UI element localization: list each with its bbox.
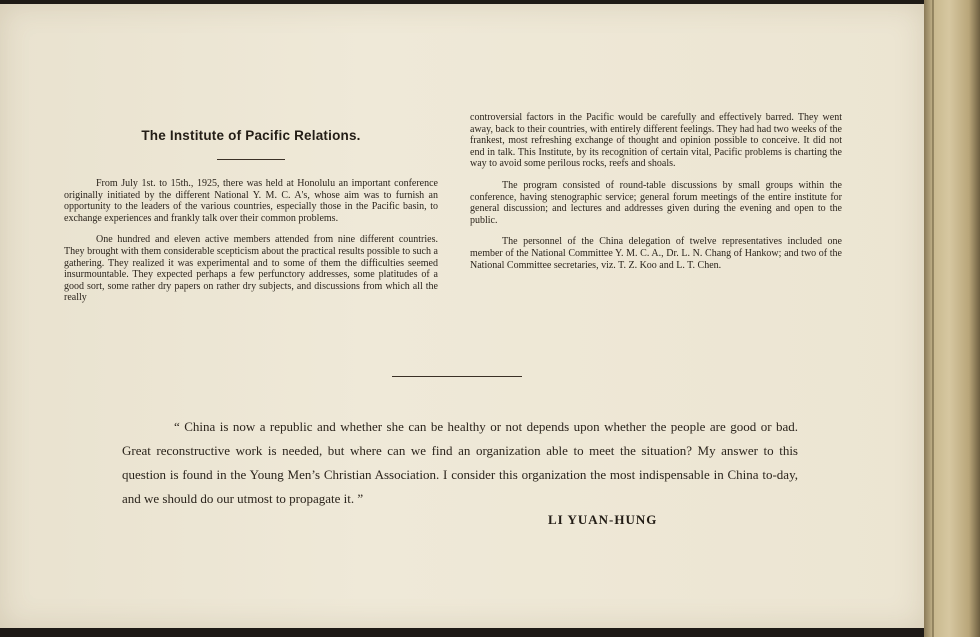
section-divider bbox=[392, 376, 522, 377]
article-paragraph: One hundred and eleven active members attended from nine different countries. They brought with them considerable scepticism about the practical results possible to such a gathering. They realized it was experimental and to some of them the difficulties seemed insurmountable. They expected perhaps a few perfunctory addresses, some platitudes of a good sort, some rather dry papers on rather dry subjects, and discussions from which all the really bbox=[64, 234, 438, 304]
article-right-column bbox=[470, 112, 842, 281]
article-title: The Institute of Pacific Relations. bbox=[141, 128, 361, 143]
quotation-text: “ China is now a republic and whether she can be healthy or not depends upon whether the people are good or bad. Great reconstructive work is needed, but where can we find an organization able to meet the situation? My answer to this question is found in the Young Men’s Christian Association. I consider this organization the most indispensable in China to-day, and we should do our utmost to propagate it. ” bbox=[122, 419, 798, 506]
book-page bbox=[0, 4, 924, 628]
article-left-column bbox=[64, 128, 438, 314]
quotation-attribution: LI YUAN-HUNG bbox=[548, 512, 658, 527]
title-divider bbox=[217, 159, 285, 160]
article-paragraph: The personnel of the China delegation of twelve representatives included one member of the National Committee Y. M. C. A., Dr. L. N. Chang of Hankow; and two of the National Committee secretaries, viz. T. Z. Koo and L. T. Chen. bbox=[470, 236, 842, 271]
article-paragraph: controversial factors in the Pacific would be carefully and effectively barred. They went away, back to their countries, with entirely different feelings. They had had two weeks of the frankest, most refreshing exchange of thought and opinion possible to conceive. It did not end in talk. This Institute, by its recognition of certain vital, Pacific problems is charting the way to avoid some perilous rocks, reefs and shoals. bbox=[470, 112, 842, 170]
article-paragraph: The program consisted of round-table discussions by small groups within the conference, having stenographic service; general forum meetings of the entire institute for general discussion; and lectures and addresses given during the evening and open to the public. bbox=[470, 179, 842, 226]
article-paragraph: From July 1st. to 15th., 1925, there was held at Honolulu an important conference originally initiated by the different National Y. M. C. A's, whose aim was to furnish an opportunity to the leaders of the various countries, especially those in the Pacific basin, to exchange experiences and frankly talk over their common problems. bbox=[64, 178, 438, 224]
book-page-edge bbox=[924, 0, 980, 637]
